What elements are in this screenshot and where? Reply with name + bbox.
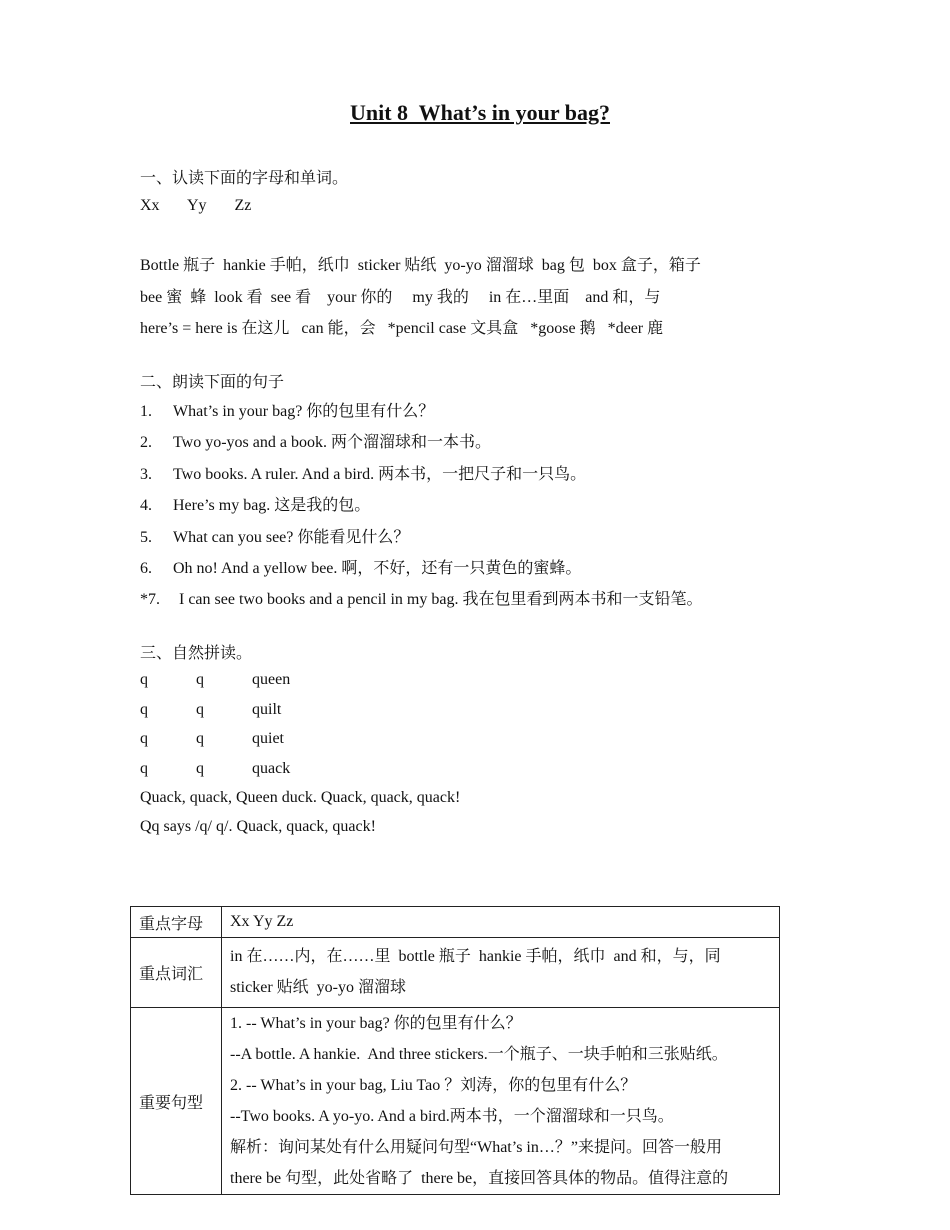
sentence-item	[140, 586, 702, 609]
sentence-number: 4.	[140, 497, 152, 514]
phonics-letter: q	[140, 671, 148, 688]
summary-table	[130, 906, 780, 1195]
row-label: 重点字母	[131, 907, 222, 938]
row-content	[222, 938, 780, 1008]
vocab-line: here’s = here is 在这儿 can 能，会 *pencil case 文具盒 *goose 鹅 *deer 鹿	[140, 320, 664, 337]
sentence-text: I can see two books and a pencil in my bag. 我在包里看到两本书和一支铅笔。	[179, 591, 703, 608]
sentence-item	[140, 555, 581, 578]
sentence-number: *7.	[140, 591, 160, 608]
pattern-cell-line: --A bottle. A hankie. And three stickers.一个瓶子、一块手帕和三张贴纸。	[230, 1046, 728, 1063]
phonics-letter: q	[196, 701, 204, 718]
sentence-text: Two books. A ruler. And a bird. 两本书，一把尺子和一只鸟。	[173, 466, 587, 483]
pattern-cell-line: 1. -- What’s in your bag? 你的包里有什么？	[230, 1015, 522, 1032]
vocab-line: Bottle 瓶子 hankie 手帕，纸巾 sticker 贴纸 yo-yo 溜溜球 bag 包 box 盒子，箱子	[140, 257, 701, 274]
sentence-number: 2.	[140, 434, 152, 451]
table-row	[131, 1008, 780, 1195]
phonics-word: queen	[252, 671, 291, 688]
vocab-cell-line: in 在……内，在……里 bottle 瓶子 hankie 手帕，纸巾 and 和，与，同	[230, 948, 721, 965]
sentence-text: Two yo-yos and a book. 两个溜溜球和一本书。	[173, 434, 491, 451]
pattern-cell-line: 解析：询问某处有什么用疑问句型“What’s in…？”来提问。回答一般用	[230, 1139, 722, 1156]
sentence-number: 5.	[140, 529, 152, 546]
phonics-row	[140, 730, 284, 748]
vocab-cell-line: sticker 贴纸 yo-yo 溜溜球	[230, 979, 406, 996]
phonics-row	[140, 701, 281, 719]
sentence-number: 3.	[140, 466, 152, 483]
section2-heading: 二、朗读下面的句子	[140, 374, 285, 391]
sentence-number: 1.	[140, 403, 152, 420]
sentence-number: 6.	[140, 560, 152, 577]
sentence-item	[140, 398, 434, 421]
phonics-row	[140, 760, 290, 778]
sentence-item	[140, 429, 491, 452]
phonics-letter: q	[140, 730, 148, 747]
vocab-line: bee 蜜 蜂 look 看 see 看 your 你的 my 我的 in 在…里面 and 和，与	[140, 289, 661, 306]
phonics-letter: q	[140, 760, 148, 777]
pattern-cell-line: --Two books. A yo-yo. And a bird.两本书，一个溜溜球和一只鸟。	[230, 1108, 674, 1125]
row-label: 重点词汇	[131, 938, 222, 1008]
sentence-text: Oh no! And a yellow bee. 啊，不好，还有一只黄色的蜜蜂。	[173, 560, 582, 577]
chant-line: Quack, quack, Queen duck. Quack, quack, quack!	[140, 789, 461, 806]
phonics-letter: q	[140, 701, 148, 718]
phonics-letter: q	[196, 760, 204, 777]
row-label: 重要句型	[131, 1008, 222, 1195]
table-row	[131, 907, 780, 938]
sentence-text: Here’s my bag. 这是我的包。	[173, 497, 371, 514]
phonics-letter: q	[196, 671, 204, 688]
sentence-item	[140, 461, 586, 484]
chant-line: Qq says /q/ q/. Quack, quack, quack!	[140, 818, 376, 835]
phonics-word: quack	[252, 760, 291, 777]
section1-heading: 一、认读下面的字母和单词。	[140, 170, 349, 187]
phonics-letter: q	[196, 730, 204, 747]
row-content: Xx Yy Zz	[222, 907, 780, 938]
page-title: Unit 8 What’s in your bag?	[350, 100, 610, 125]
pattern-cell-line: there be 句型，此处省略了 there be，直接回答具体的物品。值得注意的	[230, 1170, 729, 1187]
table-row	[131, 938, 780, 1008]
section3-heading: 三、自然拼读。	[140, 645, 253, 662]
letters-line: Xx Yy Zz	[140, 197, 252, 214]
sentence-text: What can you see? 你能看见什么？	[173, 529, 410, 546]
row-content	[222, 1008, 780, 1195]
sentence-item	[140, 492, 370, 515]
phonics-word: quiet	[252, 730, 284, 747]
sentence-text: What’s in your bag? 你的包里有什么？	[173, 403, 435, 420]
sentence-item	[140, 524, 409, 547]
phonics-row	[140, 671, 290, 689]
phonics-word: quilt	[252, 701, 282, 718]
pattern-cell-line: 2. -- What’s in your bag, Liu Tao ？刘涛，你的包里有什么？	[230, 1077, 637, 1094]
